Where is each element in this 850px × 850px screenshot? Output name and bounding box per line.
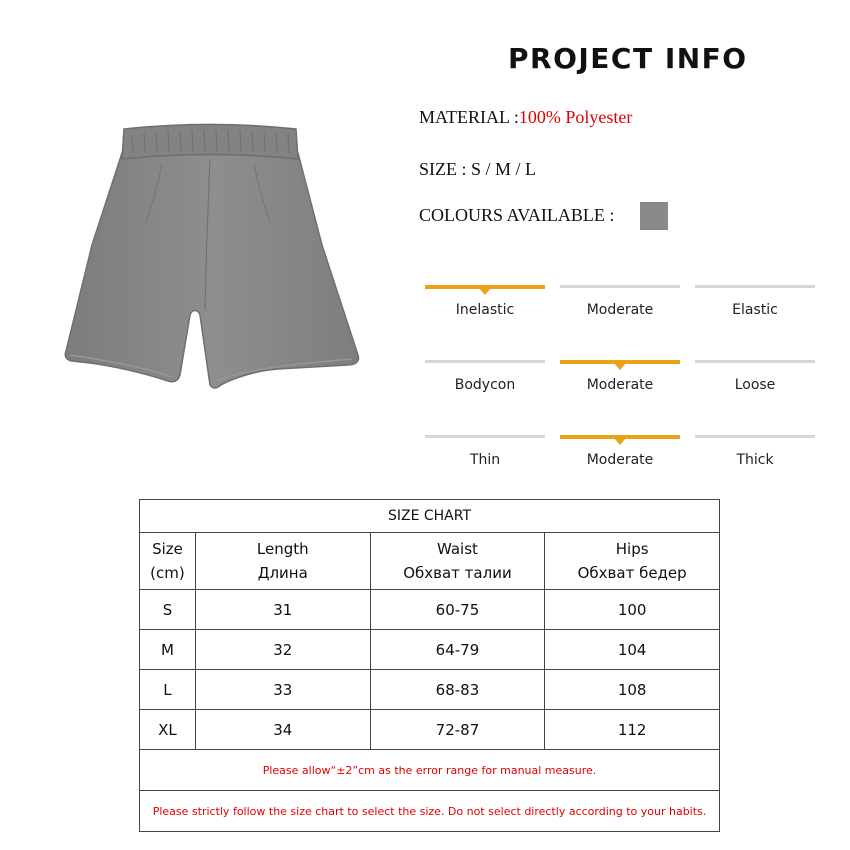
scale-thickness-option-2 (560, 435, 680, 475)
scale-thickness-option-3 (695, 435, 815, 475)
product-image-shorts (40, 105, 380, 405)
header-line-2: (cm) (150, 564, 185, 582)
cell-waist: 68-83 (370, 670, 545, 710)
header-length (195, 533, 370, 590)
cell-waist: 72-87 (370, 710, 545, 750)
scale-fit-option-1 (425, 360, 545, 400)
material-label: MATERIAL : (419, 107, 519, 127)
cell-hips: 108 (545, 670, 720, 710)
scale-bar (425, 360, 545, 363)
cell-length: 33 (195, 670, 370, 710)
scale-thickness-option-1 (425, 435, 545, 475)
scale-label: Moderate (586, 377, 654, 393)
scale-label: Bodycon (454, 377, 516, 393)
size-selection-note: Please strictly follow the size chart to select the size. Do not select directly according to your habits. (140, 791, 720, 832)
scale-label: Moderate (586, 302, 654, 318)
cell-length: 34 (195, 710, 370, 750)
scale-fit-option-2 (560, 360, 680, 400)
scale-bar (425, 435, 545, 438)
scale-bar (695, 360, 815, 363)
scale-bar (695, 285, 815, 288)
cell-size: L (140, 670, 196, 710)
header-hips (545, 533, 720, 590)
scale-label: Moderate (586, 452, 654, 468)
scale-label: Thick (736, 452, 774, 468)
cell-waist: 64-79 (370, 630, 545, 670)
table-row (140, 590, 720, 630)
cell-size: S (140, 590, 196, 630)
scale-stretch-option-3 (695, 285, 815, 325)
table-row (140, 670, 720, 710)
scale-stretch-option-1 (425, 285, 545, 325)
header-line-2: Обхват бедер (577, 564, 687, 582)
scale-label: Elastic (732, 302, 778, 318)
table-row (140, 710, 720, 750)
header-line-2: Длина (257, 564, 308, 582)
cell-size: XL (140, 710, 196, 750)
scale-fit-option-3 (695, 360, 815, 400)
cell-hips: 104 (545, 630, 720, 670)
cell-length: 32 (195, 630, 370, 670)
colours-label: COLOURS AVAILABLE : (419, 205, 615, 225)
cell-length: 31 (195, 590, 370, 630)
scale-bar (560, 285, 680, 288)
indicator-triangle-icon (614, 363, 626, 370)
scale-label: Inelastic (455, 302, 515, 318)
header-line-1: Hips (615, 540, 649, 558)
indicator-triangle-icon (614, 438, 626, 445)
indicator-triangle-icon (479, 288, 491, 295)
size-chart-title: SIZE CHART (140, 500, 720, 533)
cell-hips: 100 (545, 590, 720, 630)
material-value: 100% Polyester (518, 107, 633, 127)
size-line: SIZE : S / M / L (419, 159, 537, 179)
header-waist (370, 533, 545, 590)
size-chart-table (139, 499, 720, 832)
table-row (140, 630, 720, 670)
scale-label: Thin (469, 452, 501, 468)
scale-label: Loose (734, 377, 776, 393)
header-line-1: Size (152, 540, 183, 558)
header-line-1: Waist (436, 540, 478, 558)
cell-hips: 112 (545, 710, 720, 750)
header-line-1: Length (256, 540, 309, 558)
cell-size: M (140, 630, 196, 670)
scale-stretch-option-2 (560, 285, 680, 325)
table-header-row (140, 533, 720, 590)
measurement-note: Please allow“±2”cm as the error range for manual measure. (140, 750, 720, 791)
header-line-2: Обхват талии (403, 564, 512, 582)
colour-swatch-grey[interactable] (640, 202, 668, 230)
scale-bar (695, 435, 815, 438)
header-size (140, 533, 196, 590)
page-title: PROJECT INFO (508, 42, 748, 75)
material-line (419, 107, 632, 128)
cell-waist: 60-75 (370, 590, 545, 630)
